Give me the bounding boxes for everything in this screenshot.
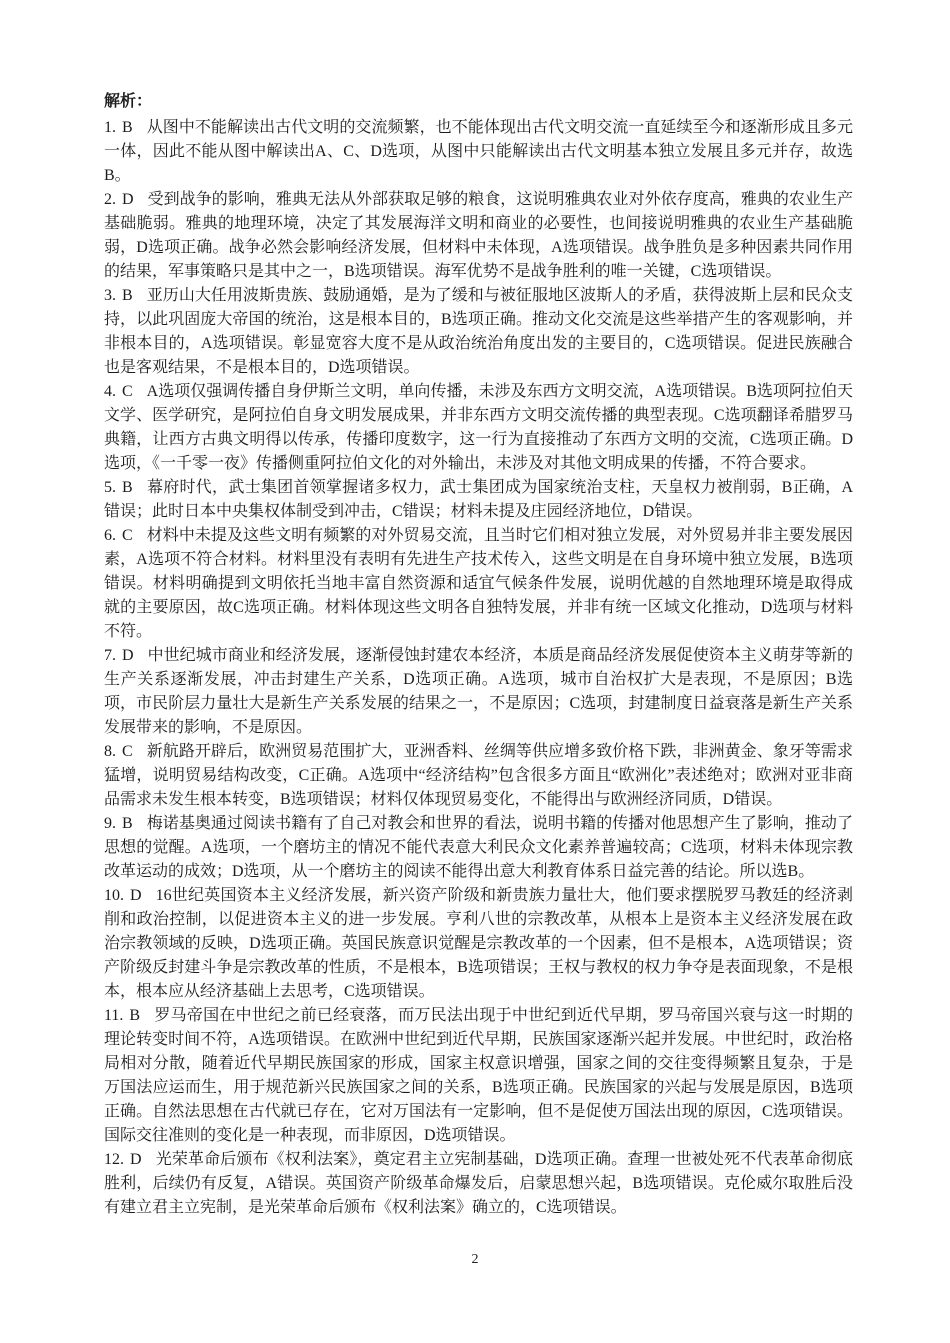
- item-answer: C: [122, 527, 133, 544]
- item-answer: C: [122, 383, 133, 400]
- item-number: 9.: [104, 815, 116, 832]
- item-number: 4.: [104, 383, 116, 400]
- item-text: 材料中未提及这些文明有频繁的对外贸易交流，且当时它们相对独立发展，对外贸易并非主要发展因素，A选项不符合材料。材料里没有表明有先进生产技术传入，这些文明是在自身环境中独立发展，B选项错误。材料明确提到文明依托当地丰富自然资源和适宜气候条件发展，说明优越的自然地理环境是取得成就的主要原因，故C选项正确。材料体现这些文明各自独特发展，并非有统一区域文化推动，D选项与材料不符。: [104, 527, 853, 640]
- analysis-item-4: [104, 380, 853, 476]
- item-answer: D: [122, 191, 134, 208]
- analysis-item-3: [104, 284, 853, 380]
- item-text: 亚历山大任用波斯贵族、鼓励通婚，是为了缓和与被征服地区波斯人的矛盾，获得波斯上层和民众支持，以此巩固庞大帝国的统治，这是根本目的，B选项正确。推动文化交流是这些举措产生的客观影响，并非根本目的，A选项错误。彰显宽容大度不是从政治统治角度出发的主要目的，C选项错误。促进民族融合也是客观结果，不是根本目的，D选项错误。: [104, 287, 853, 376]
- item-number: 8.: [104, 743, 116, 760]
- item-text: 梅诺基奥通过阅读书籍有了自己对教会和世界的看法，说明书籍的传播对他思想产生了影响，推动了思想的觉醒。A选项，一个磨坊主的情况不能代表意大利民众文化素养普遍较高；C选项，材料未体现宗教改革运动的成效；D选项，从一个磨坊主的阅读不能得出意大利教育体系日益完善的结论。所以选B。: [104, 815, 853, 880]
- analysis-item-8: [104, 740, 853, 812]
- item-number: 11.: [104, 1007, 124, 1024]
- analysis-heading: 解析：: [104, 93, 153, 110]
- analysis-item-12: [104, 1148, 853, 1220]
- analysis-item-2: [104, 188, 853, 284]
- item-text: 幕府时代，武士集团首领掌握诸多权力，武士集团成为国家统治支柱，天皇权力被削弱，B正确，A错误；此时日本中央集权体制受到冲击，C错误；材料未提及庄园经济地位，D错误。: [104, 479, 853, 520]
- item-number: 7.: [104, 647, 116, 664]
- item-text: 从图中不能解读出古代文明的交流频繁，也不能体现出古代文明交流一直延续至今和逐渐形成且多元一体，因此不能从图中解读出A、C、D选项，从图中只能解读出古代文明基本独立发展且多元并存，故选B。: [104, 119, 853, 184]
- item-number: 6.: [104, 527, 116, 544]
- item-answer: D: [122, 647, 134, 664]
- item-answer: D: [130, 887, 142, 904]
- analysis-item-10: [104, 884, 853, 1004]
- item-number: 12.: [104, 1151, 124, 1168]
- analysis-item-1: [104, 116, 853, 188]
- analysis-item-7: [104, 644, 853, 740]
- analysis-item-11: [104, 1004, 853, 1148]
- analysis-item-6: [104, 524, 853, 644]
- item-answer: B: [129, 1007, 141, 1024]
- item-text: 受到战争的影响，雅典无法从外部获取足够的粮食，这说明雅典农业对外依存度高，雅典的农业生产基础脆弱。雅典的地理环境，决定了其发展海洋文明和商业的必要性，也间接说明雅典的农业生产基础脆弱，D选项正确。战争必然会影响经济发展，但材料中未体现，A选项错误。战争胜负是多种因素共同作用的结果，军事策略只是其中之一，B选项错误。海军优势不是战争胜利的唯一关键，C选项错误。: [104, 191, 853, 280]
- item-number: 1.: [104, 119, 116, 136]
- page-number: 2: [471, 1252, 479, 1267]
- item-text: 16世纪英国资本主义经济发展，新兴资产阶级和新贵族力量壮大，他们要求摆脱罗马教廷的经济剥削和政治控制，以促进资本主义的进一步发展。亨利八世的宗教改革，从根本上是资本主义经济发展在政治宗教领域的反映，D选项正确。英国民族意识觉醒是宗教改革的一个因素，但不是根本，A选项错误；资产阶级反封建斗争是宗教改革的性质，不是根本，B选项错误；王权与教权的权力争夺是表面现象，不是根本，根本应从经济基础上去思考，C选项错误。: [104, 887, 853, 1000]
- item-number: 2.: [104, 191, 116, 208]
- item-answer: B: [122, 815, 133, 832]
- item-answer: B: [122, 287, 133, 304]
- item-answer: B: [122, 119, 133, 136]
- item-text: 罗马帝国在中世纪之前已经衰落，而万民法出现于中世纪到近代早期，罗马帝国兴衰与这一时期的理论转变时间不符，A选项错误。在欧洲中世纪到近代早期，民族国家逐渐兴起并发展。中世纪时，政治格局相对分散，随着近代早期民族国家的形成，国家主权意识增强，国家之间的交往变得频繁且复杂，于是万国法应运而生，用于规范新兴民族国家之间的关系，B选项正确。民族国家的兴起与发展是原因，B选项正确。自然法思想在古代就已存在，它对万国法有一定影响，但不是促使万国法出现的原因，C选项错误。国际交往准则的变化是一种表现，而非原因，D选项错误。: [104, 1007, 853, 1144]
- item-number: 10.: [104, 887, 124, 904]
- item-number: 3.: [104, 287, 116, 304]
- item-text: A选项仅强调传播自身伊斯兰文明，单向传播，未涉及东西方文明交流，A选项错误。B选项阿拉伯天文学、医学研究，是阿拉伯自身文明发展成果，并非东西方文明交流传播的典型表现。C选项翻译希腊罗马典籍，让西方古典文明得以传承，传播印度数字，这一行为直接推动了东西方文明的交流，C选项正确。D选项，《一千零一夜》传播侧重阿拉伯文化的对外输出，未涉及对其他文明成果的传播，不符合要求。: [104, 383, 853, 472]
- item-number: 5.: [104, 479, 116, 496]
- analysis-item-9: [104, 812, 853, 884]
- item-answer: D: [130, 1151, 142, 1168]
- item-answer: C: [122, 743, 133, 760]
- analysis-content: [104, 90, 853, 1220]
- analysis-item-5: [104, 476, 853, 524]
- item-text: 新航路开辟后，欧洲贸易范围扩大，亚洲香料、丝绸等供应增多致价格下跌，非洲黄金、象牙等需求猛增，说明贸易结构改变，C正确。A选项中“经济结构”包含很多方面且“欧洲化”表述绝对；欧洲对亚非商品需求未发生根本转变，B选项错误；材料仅体现贸易变化，不能得出与欧洲经济同质，D错误。: [104, 743, 853, 808]
- item-text: 中世纪城市商业和经济发展，逐渐侵蚀封建农本经济，本质是商品经济发展促使资本主义萌芽等新的生产关系逐渐发展，冲击封建生产关系，D选项正确。A选项，城市自治权扩大是表现，不是原因；B选项，市民阶层力量壮大是新生产关系发展的结果之一，不是原因；C选项，封建制度日益衰落是新生产关系发展带来的影响，不是原因。: [104, 647, 853, 736]
- item-text: 光荣革命后颁布《权利法案》，奠定君主立宪制基础，D选项正确。查理一世被处死不代表革命彻底胜利，后续仍有反复，A错误。英国资产阶级革命爆发后，启蒙思想兴起，B选项错误。克伦威尔取胜后没有建立君主立宪制，是光荣革命后颁布《权利法案》确立的，C选项错误。: [104, 1151, 853, 1216]
- item-answer: B: [122, 479, 133, 496]
